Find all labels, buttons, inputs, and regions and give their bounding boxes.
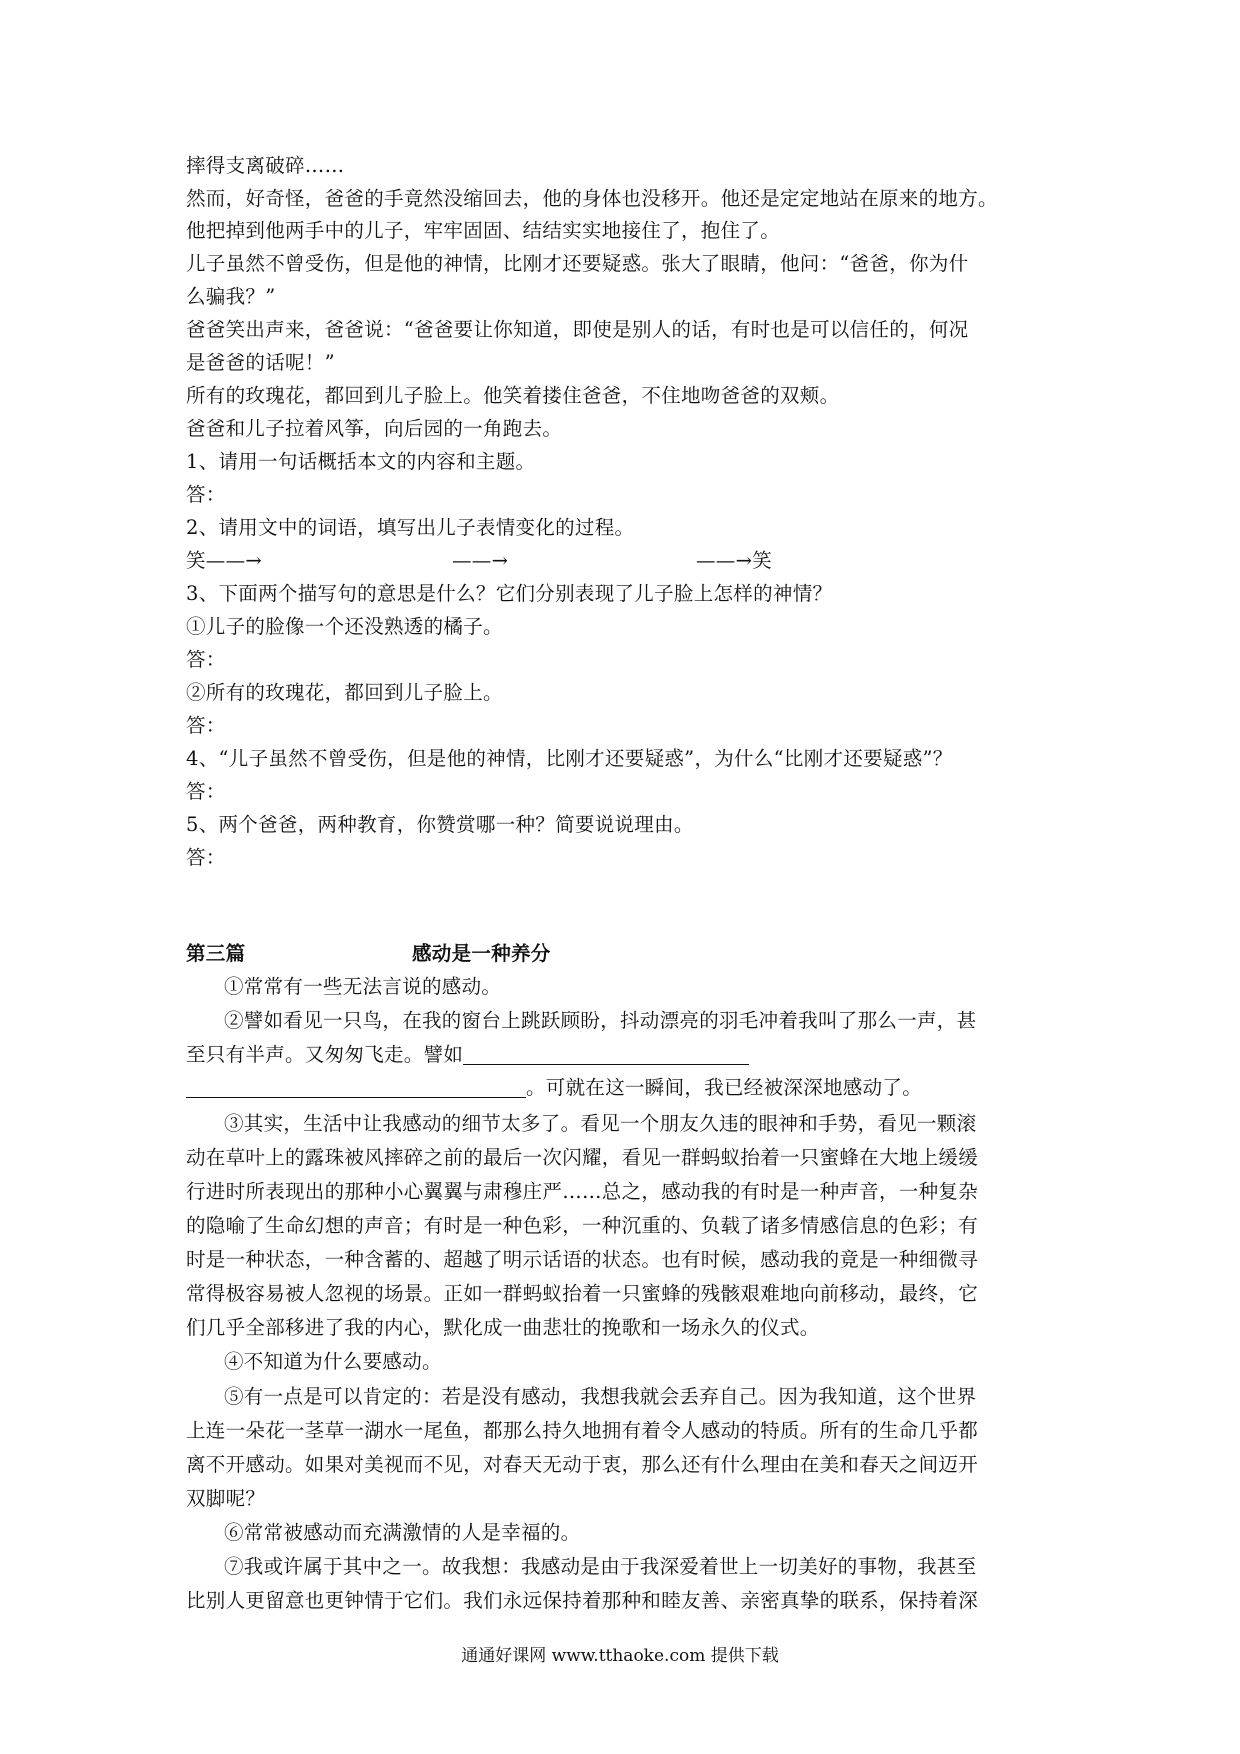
chain-middle: ——→ xyxy=(452,549,509,572)
paragraph-3-line: 常得极容易被人忽视的场景。正如一群蚂蚁抬着一只蜜蜂的残骸艰难地向前移动，最终，它 xyxy=(186,1282,979,1305)
paragraph-5-line: 双脚呢？ xyxy=(186,1487,266,1510)
paragraph-6: ⑥常常被感动而充满激情的人是幸福的。 xyxy=(224,1521,581,1544)
paragraph-5-line: ⑤有一点是可以肯定的：若是没有感动，我想我就会丢弃自己。因为我知道，这个世界 xyxy=(224,1385,977,1408)
passage-line: 儿子虽然不曾受伤，但是他的神情，比刚才还要疑惑。张大了眼睛，他问：“爸爸，你为什 xyxy=(186,252,969,275)
section-label: 第三篇 xyxy=(186,942,246,965)
question-3-item-2: ②所有的玫瑰花，都回到儿子脸上。 xyxy=(186,681,503,704)
paragraph-2-line xyxy=(186,1072,1056,1104)
answer-4: 答： xyxy=(186,780,226,803)
question-4: 4、“儿子虽然不曾受伤，但是他的神情，比刚才还要疑惑”，为什么“比刚才还要疑惑”？ xyxy=(186,747,953,770)
paragraph-7-line: 比别人更留意也更钟情于它们。我们永远保持着那种和睦友善、亲密真挚的联系，保持着深 xyxy=(186,1589,979,1612)
paragraph-3-line: 的隐喻了生命幻想的声音；有时是一种色彩，一种沉重的、负载了诸多情感信息的色彩；有 xyxy=(186,1214,979,1237)
passage-line: 爸爸和儿子拉着风筝，向后园的一角跑去。 xyxy=(186,417,563,440)
question-5: 5、两个爸爸，两种教育，你赞赏哪一种？简要说说理由。 xyxy=(186,813,694,836)
paragraph-5-line: 上连一朵花一茎草一湖水一尾鱼，都那么持久地拥有着令人感动的特质。所有的生命几乎都 xyxy=(186,1419,979,1442)
passage-line: 么骗我？” xyxy=(186,285,276,308)
fill-blank-line xyxy=(186,1075,526,1098)
passage-line: 摔得支离破碎…… xyxy=(186,154,345,177)
fill-blank-line xyxy=(463,1042,749,1065)
section-title: 感动是一种养分 xyxy=(412,942,551,965)
paragraph-2-line: ②譬如看见一只鸟，在我的窗台上跳跃顾盼，抖动漂亮的羽毛冲着我叫了那么一声，甚 xyxy=(224,1009,977,1032)
answer-1: 答： xyxy=(186,483,226,506)
question-1: 1、请用一句话概括本文的内容和主题。 xyxy=(186,450,536,473)
question-3-item-1: ①儿子的脸像一个还没熟透的橘子。 xyxy=(186,615,503,638)
paragraph-4: ④不知道为什么要感动。 xyxy=(224,1350,442,1373)
paragraph-2-text: 至只有半声。又匆匆飞走。譬如 xyxy=(186,1043,464,1066)
paragraph-3-line: 们几乎全部移进了我的内心，默化成一曲悲壮的挽歌和一场永久的仪式。 xyxy=(186,1316,820,1339)
chain-start: 笑——→ xyxy=(186,549,263,572)
section-heading xyxy=(186,938,1056,970)
page-footer: 通通好课网 www.tthaoke.com 提供下载 xyxy=(461,1646,779,1666)
paragraph-2-line xyxy=(186,1039,1056,1071)
paragraph-1: ①常常有一些无法言说的感动。 xyxy=(224,975,502,998)
paragraph-2-text: 。可就在这一瞬间，我已经被深深地感动了。 xyxy=(526,1076,923,1099)
answer-3-1: 答： xyxy=(186,648,226,671)
answer-5: 答： xyxy=(186,846,226,869)
passage-line: 爸爸笑出声来，爸爸说：“爸爸要让你知道，即使是别人的话，有时也是可以信任的，何况 xyxy=(186,318,969,341)
paragraph-7-line: ⑦我或许属于其中之一。故我想：我感动是由于我深爱着世上一切美好的事物，我甚至 xyxy=(224,1555,977,1578)
passage-line: 所有的玫瑰花，都回到儿子脸上。他笑着搂住爸爸，不住地吻爸爸的双颊。 xyxy=(186,384,840,407)
paragraph-5-line: 离不开感动。如果对美视而不见，对春天无动于衷，那么还有什么理由在美和春天之间迈开 xyxy=(186,1453,979,1476)
paragraph-3-line: 行进时所表现出的那种小心翼翼与肃穆庄严……总之，感动我的有时是一种声音，一种复杂 xyxy=(186,1180,979,1203)
paragraph-3-line: 动在草叶上的露珠被风摔碎之前的最后一次闪耀，看见一群蚂蚁抬着一只蜜蜂在大地上缓缓 xyxy=(186,1146,979,1169)
paragraph-3-line: 时是一种状态，一种含蓄的、超越了明示话语的状态。也有时候，感动我的竟是一种细微寻 xyxy=(186,1248,979,1271)
chain-end: ——→笑 xyxy=(696,549,773,572)
passage-line: 他把掉到他两手中的儿子，牢牢固固、结结实实地接住了，抱住了。 xyxy=(186,219,781,242)
question-3: 3、下面两个描写句的意思是什么？它们分别表现了儿子脸上怎样的神情？ xyxy=(186,582,833,605)
passage-line: 是爸爸的话呢！” xyxy=(186,351,335,374)
question-2: 2、请用文中的词语，填写出儿子表情变化的过程。 xyxy=(186,516,635,539)
passage-line: 然而，好奇怪，爸爸的手竟然没缩回去，他的身体也没移开。他还是定定地站在原来的地方。 xyxy=(186,187,998,210)
paragraph-3-line: ③其实，生活中让我感动的细节太多了。看见一个朋友久违的眼神和手势，看见一颗滚 xyxy=(224,1112,977,1135)
answer-3-2: 答： xyxy=(186,714,226,737)
